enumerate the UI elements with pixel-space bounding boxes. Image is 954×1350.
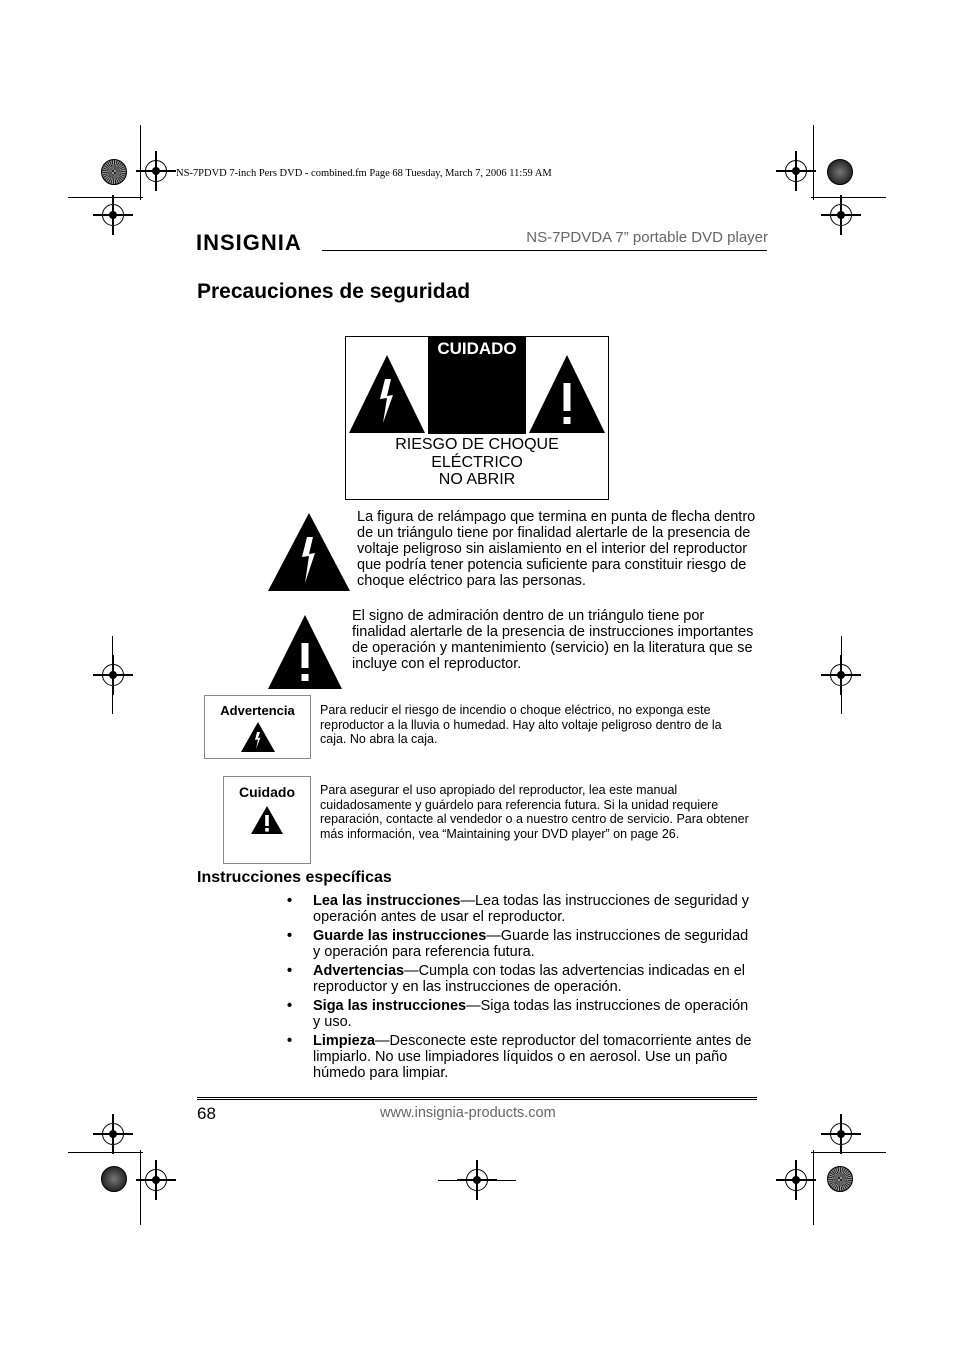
list-item	[287, 998, 757, 1030]
list-item-title: Guarde las instrucciones	[313, 928, 487, 944]
list-item-text: —Guarde las instrucciones de seguridad y operación para referencia futura.	[313, 928, 749, 960]
caution-line-3: NO ABRIR	[438, 471, 516, 488]
registration-mark-icon	[102, 1123, 124, 1145]
list-item	[287, 1033, 757, 1081]
crop-mark	[140, 1150, 141, 1225]
list-item-text: —Cumpla con todas las advertencias indicadas en el reproductor y en las instrucciones de operación.	[313, 963, 746, 995]
warning-label: Advertencia	[220, 703, 295, 718]
caution-box-title: CUIDADO	[437, 339, 517, 358]
subsection-title: Instrucciones específicas	[197, 869, 392, 886]
registration-mark-icon	[102, 664, 124, 686]
exclamation-caution-icon	[251, 806, 283, 834]
registration-dial-icon	[827, 159, 853, 185]
crop-mark	[813, 125, 814, 200]
crop-mark	[68, 197, 143, 198]
list-item-title: Limpieza	[313, 1033, 376, 1049]
instruction-list	[287, 893, 757, 1084]
list-item-text: —Lea todas las instrucciones de seguridad y operación antes de usar el reproductor.	[313, 893, 750, 925]
crop-mark	[811, 1152, 886, 1153]
header-rule	[322, 250, 767, 251]
caution-line-2: ELÉCTRICO	[431, 453, 523, 471]
registration-mark-icon	[145, 160, 167, 182]
caution-label: Cuidado	[239, 784, 295, 800]
registration-mark-icon	[102, 204, 124, 226]
list-item-text: —Siga todas las instrucciones de operación y uso.	[313, 998, 749, 1030]
exclamation-symbol-icon	[268, 615, 342, 689]
warning-box	[204, 695, 311, 759]
lightning-warning-icon	[241, 722, 275, 752]
warning-text: Para reducir el riesgo de incendio o choque eléctrico, no exponga este reproductor a la lluvia o humedad. Hay alto voltaje peligroso dentro de la caja. No abra la caja.	[320, 703, 722, 746]
caution-text: Para asegurar el uso apropiado del reproductor, lea este manual cuidadosamente y guárdelo para referencia futura. Si la unidad requiere reparación, contacte al vendedor o a nuestro centro de servicio. Para obtener más información, vea “Maintaining your DVD player” on page 26.	[320, 783, 749, 841]
list-item	[287, 893, 757, 925]
footer-rule	[197, 1097, 757, 1100]
registration-mark-icon	[785, 1169, 807, 1191]
list-item-title: Siga las instrucciones	[313, 998, 467, 1014]
exclamation-explanation: El signo de admiración dentro de un triángulo tiene por finalidad alertarle de la presencia de instrucciones importantes de operación y mantenimiento (servicio) en la literatura que se incluye con el reproductor.	[352, 608, 754, 672]
exclamation-panel	[526, 337, 608, 434]
caution-line-1: RIESGO DE CHOQUE	[395, 436, 559, 453]
lightning-panel	[346, 337, 428, 434]
registration-mark-icon	[785, 160, 807, 182]
lightning-explanation: La figura de relámpago que termina en punta de flecha dentro de un triángulo tiene por finalidad alertarle de la presencia de voltaje peligroso sin aislamiento en el interior del reproductor que podría tener potencia suficiente para constituir riesgo de choque eléctrico para las personas.	[357, 509, 756, 589]
header-model: NS-7PDVDA 7” portable DVD player	[526, 229, 768, 246]
list-item-title: Advertencias	[313, 963, 405, 979]
caution-note-box	[223, 776, 311, 864]
crop-mark	[841, 636, 842, 714]
caution-box-lines	[346, 436, 608, 489]
list-item	[287, 963, 757, 995]
crop-mark	[438, 1180, 516, 1181]
list-item-text: —Desconecte este reproductor del tomacorriente antes de limpiarlo. No use limpiadores líquidos o en aerosol. Use un paño húmedo para limpiar.	[313, 1033, 752, 1081]
list-item-title: Lea las instrucciones	[313, 893, 461, 909]
list-item	[287, 928, 757, 960]
exclamation-triangle-icon	[526, 337, 608, 434]
crop-mark	[140, 125, 141, 200]
frame-info: NS-7PDVD 7-inch Pers DVD - combined.fm Page 68 Tuesday, March 7, 2006 11:59 AM	[176, 168, 552, 179]
registration-mark-icon	[830, 204, 852, 226]
crop-mark	[811, 197, 886, 198]
caution-box	[345, 336, 609, 500]
lightning-triangle-icon	[346, 337, 428, 434]
page-title: Precauciones de seguridad	[197, 280, 471, 303]
footer-url: www.insignia-products.com	[380, 1105, 556, 1121]
registration-dial-icon	[101, 159, 127, 185]
crop-mark	[68, 1152, 143, 1153]
lightning-symbol-icon	[268, 513, 350, 591]
registration-mark-icon	[145, 1169, 167, 1191]
registration-mark-icon	[830, 1123, 852, 1145]
registration-dial-icon	[101, 1166, 127, 1192]
page-number: 68	[197, 1104, 216, 1123]
crop-mark	[813, 1150, 814, 1225]
registration-dial-icon	[827, 1166, 853, 1192]
crop-mark	[112, 636, 113, 714]
insignia-logo: INSIGNIA	[196, 230, 302, 255]
